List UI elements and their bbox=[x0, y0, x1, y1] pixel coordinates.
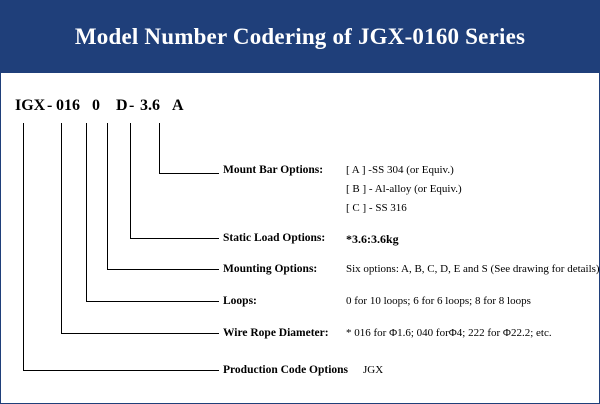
code-segment-static-load: 3.6 bbox=[140, 97, 160, 114]
code-segment-series: IGX bbox=[15, 97, 46, 114]
mount-bar-option-c: [ C ] - SS 316 bbox=[346, 202, 407, 214]
leader-hline-static-load bbox=[130, 238, 219, 239]
callout-label-static-load-options: Static Load Options: bbox=[223, 232, 326, 244]
callout-value-wire-rope-diameter: * 016 for Φ1.6; 040 forΦ4; 222 for Φ22.2; etc. bbox=[346, 327, 552, 339]
leader-vline-mount-bar bbox=[159, 123, 160, 173]
page-title: Model Number Codering of JGX-0160 Series bbox=[74, 24, 526, 49]
leader-vline-loops bbox=[86, 123, 87, 301]
model-code-row bbox=[15, 97, 184, 123]
leader-hline-mounting bbox=[107, 269, 219, 270]
code-separator-2: - bbox=[129, 97, 135, 114]
mount-bar-option-a: [ A ] -SS 304 (or Equiv.) bbox=[346, 164, 454, 176]
callout-value-production-code-options: JGX bbox=[363, 364, 384, 376]
leader-hline-mount-bar bbox=[159, 173, 219, 174]
callout-label-mounting-options: Mounting Options: bbox=[223, 263, 318, 275]
code-segment-loops: 0 bbox=[92, 97, 100, 114]
callout-label-loops: Loops: bbox=[223, 295, 257, 307]
title-bar bbox=[1, 1, 599, 73]
leader-vline-static-load bbox=[130, 123, 131, 238]
leader-vline-wire-rope-diameter bbox=[61, 123, 62, 333]
code-segment-mounting: D bbox=[116, 97, 128, 114]
leader-vline-mounting bbox=[107, 123, 108, 269]
code-separator-1: - bbox=[47, 97, 53, 114]
callout-label-mount-bar-options: Mount Bar Options: bbox=[223, 164, 324, 176]
callout-value-mounting-options: Six options: A, B, C, D, E and S (See drawing for details) bbox=[346, 263, 600, 275]
mount-bar-option-b: [ B ] - Al-alloy (or Equiv.) bbox=[346, 183, 462, 195]
code-segment-mount-bar: A bbox=[172, 97, 184, 114]
leader-hline-production-code bbox=[23, 370, 219, 371]
leader-hline-loops bbox=[86, 301, 219, 302]
callout-label-wire-rope-diameter: Wire Rope Diameter: bbox=[223, 327, 329, 339]
code-segment-wire-rope-diameter: 016 bbox=[56, 97, 80, 114]
leader-hline-wire-rope-diameter bbox=[61, 333, 219, 334]
callout-value-static-load-options: *3.6:3.6kg bbox=[346, 232, 399, 246]
leader-vline-production-code bbox=[23, 123, 24, 370]
callout-value-loops: 0 for 10 loops; 6 for 6 loops; 8 for 8 loops bbox=[346, 295, 531, 307]
callout-label-production-code-options: Production Code Options bbox=[223, 364, 349, 376]
